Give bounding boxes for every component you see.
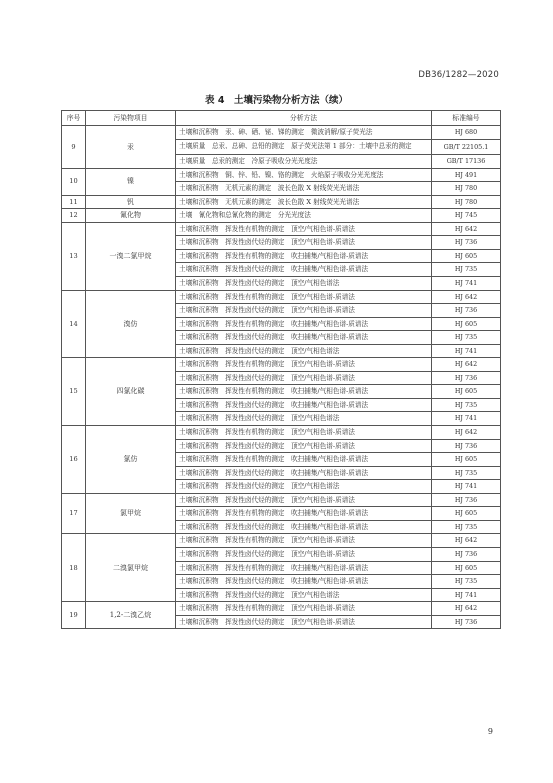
standard-cell: HJ 735	[432, 575, 501, 589]
method-cell: 土壤和沉积物 挥发性卤代烃的测定 顶空/气相色谱法	[176, 344, 432, 358]
method-cell: 土壤和沉积物 挥发性有机物的测定 顶空/气相色谱-质谱法	[176, 290, 432, 304]
standard-cell: HJ 736	[432, 371, 501, 385]
column-header-seq: 序号	[62, 111, 86, 126]
standard-cell: HJ 736	[432, 547, 501, 561]
seq-cell: 9	[62, 126, 86, 169]
method-cell: 土壤和沉积物 挥发性卤代烃的测定 顶空/气相色谱-质谱法	[176, 493, 432, 507]
method-cell: 土壤和沉积物 挥发性有机物的测定 吹扫捕集/气相色谱-质谱法	[176, 317, 432, 331]
standard-cell: HJ 741	[432, 588, 501, 602]
table-row	[62, 209, 501, 223]
table-row	[62, 222, 501, 236]
method-cell: 土壤和沉积物 挥发性卤代烃的测定 吹扫捕集/气相色谱-质谱法	[176, 575, 432, 589]
method-cell: 土壤和沉积物 挥发性卤代烃的测定 顶空/气相色谱法	[176, 480, 432, 494]
standard-cell: HJ 780	[432, 182, 501, 196]
standard-cell: HJ 736	[432, 304, 501, 318]
table-row	[62, 602, 501, 616]
pollutant-cell: 氯仿	[86, 426, 176, 494]
standard-cell: HJ 735	[432, 263, 501, 277]
method-cell: 土壤和沉积物 挥发性有机物的测定 吹扫捕集/气相色谱-质谱法	[176, 507, 432, 521]
method-cell: 土壤和沉积物 挥发性卤代烃的测定 吹扫捕集/气相色谱-质谱法	[176, 466, 432, 480]
method-cell: 土壤和沉积物 挥发性有机物的测定 吹扫捕集/气相色谱-质谱法	[176, 453, 432, 467]
standard-cell: HJ 735	[432, 466, 501, 480]
standard-cell: GB/T 22105.1	[432, 139, 501, 155]
standard-cell: GB/T 17136	[432, 155, 501, 169]
method-cell: 土壤和沉积物 挥发性卤代烃的测定 顶空/气相色谱-质谱法	[176, 439, 432, 453]
method-cell: 土壤和沉积物 铜、锌、铅、镍、铬的测定 火焰原子吸收分光光度法	[176, 168, 432, 182]
standard-cell: HJ 605	[432, 561, 501, 575]
standard-cell: HJ 605	[432, 385, 501, 399]
pollutant-cell: 溴仿	[86, 290, 176, 358]
method-cell: 土壤质量 总汞、总砷、总铅的测定 原子荧光法第 1 部分：土壤中总汞的测定	[176, 139, 432, 155]
method-cell: 土壤和沉积物 挥发性卤代烃的测定 顶空/气相色谱-质谱法	[176, 615, 432, 629]
standard-cell: HJ 735	[432, 331, 501, 345]
seq-cell: 11	[62, 195, 86, 209]
table-row	[62, 168, 501, 182]
standard-cell: HJ 745	[432, 209, 501, 223]
table-row	[62, 493, 501, 507]
standard-cell: HJ 605	[432, 317, 501, 331]
method-cell: 土壤和沉积物 挥发性有机物的测定 顶空/气相色谱-质谱法	[176, 222, 432, 236]
method-cell: 土壤和沉积物 挥发性卤代烃的测定 吹扫捕集/气相色谱-质谱法	[176, 398, 432, 412]
method-cell: 土壤和沉积物 挥发性有机物的测定 顶空/气相色谱-质谱法	[176, 426, 432, 440]
standard-cell: HJ 741	[432, 480, 501, 494]
method-cell: 土壤和沉积物 挥发性卤代烃的测定 吹扫捕集/气相色谱-质谱法	[176, 331, 432, 345]
table-row	[62, 426, 501, 440]
method-cell: 土壤和沉积物 挥发性有机物的测定 吹扫捕集/气相色谱-质谱法	[176, 561, 432, 575]
standard-cell: HJ 736	[432, 439, 501, 453]
method-cell: 土壤和沉积物 挥发性卤代烃的测定 吹扫捕集/气相色谱-质谱法	[176, 263, 432, 277]
method-cell: 土壤 氰化物和总氰化物的测定 分光光度法	[176, 209, 432, 223]
pollutant-cell: 氯甲烷	[86, 493, 176, 534]
standard-cell: HJ 780	[432, 195, 501, 209]
column-header-standard: 标准编号	[432, 111, 501, 126]
standard-cell: HJ 736	[432, 615, 501, 629]
table-row	[62, 195, 501, 209]
pollutant-analysis-table	[61, 110, 501, 629]
method-cell: 土壤和沉积物 挥发性卤代烃的测定 顶空/气相色谱-质谱法	[176, 236, 432, 250]
pollutant-cell: 汞	[86, 126, 176, 169]
method-cell: 土壤和沉积物 挥发性卤代烃的测定 顶空/气相色谱法	[176, 588, 432, 602]
table-title: 表 4 土壤污染物分析方法（续）	[205, 95, 348, 106]
method-cell: 土壤和沉积物 挥发性有机物的测定 顶空/气相色谱-质谱法	[176, 602, 432, 616]
standard-cell: HJ 735	[432, 398, 501, 412]
seq-cell: 13	[62, 222, 86, 290]
standard-cell: HJ 642	[432, 222, 501, 236]
standard-code: DB36/1282—2020	[418, 70, 499, 80]
pollutant-cell: 二溴氯甲烷	[86, 534, 176, 602]
column-header-item: 污染物项目	[86, 111, 176, 126]
method-cell: 土壤和沉积物 挥发性有机物的测定 吹扫捕集/气相色谱-质谱法	[176, 385, 432, 399]
table-row	[62, 358, 501, 372]
pollutant-cell: 1,2-二溴乙烷	[86, 602, 176, 629]
standard-cell: HJ 741	[432, 277, 501, 291]
standard-cell: HJ 605	[432, 453, 501, 467]
standard-cell: HJ 736	[432, 493, 501, 507]
pollutant-cell: 一溴二氯甲烷	[86, 222, 176, 290]
method-cell: 土壤和沉积物 挥发性卤代烃的测定 顶空/气相色谱-质谱法	[176, 304, 432, 318]
standard-cell: HJ 642	[432, 426, 501, 440]
method-cell: 土壤质量 总汞的测定 冷原子吸收分光光度法	[176, 155, 432, 169]
seq-cell: 19	[62, 602, 86, 629]
standard-cell: HJ 680	[432, 126, 501, 140]
seq-cell: 12	[62, 209, 86, 223]
standard-cell: HJ 642	[432, 290, 501, 304]
table-body	[62, 126, 501, 629]
page-number: 9	[487, 727, 493, 736]
standard-cell: HJ 741	[432, 344, 501, 358]
method-cell: 土壤和沉积物 挥发性卤代烃的测定 顶空/气相色谱-质谱法	[176, 371, 432, 385]
method-cell: 土壤和沉积物 挥发性有机物的测定 顶空/气相色谱-质谱法	[176, 534, 432, 548]
method-cell: 土壤和沉积物 挥发性卤代烃的测定 顶空/气相色谱法	[176, 277, 432, 291]
standard-cell: HJ 491	[432, 168, 501, 182]
standard-cell: HJ 605	[432, 249, 501, 263]
standard-cell: HJ 642	[432, 602, 501, 616]
seq-cell: 15	[62, 358, 86, 426]
seq-cell: 16	[62, 426, 86, 494]
method-cell: 土壤和沉积物 无机元素的测定 波长色散 X 射线荧光光谱法	[176, 182, 432, 196]
standard-cell: HJ 736	[432, 236, 501, 250]
seq-cell: 10	[62, 168, 86, 195]
standard-cell: HJ 642	[432, 534, 501, 548]
seq-cell: 18	[62, 534, 86, 602]
table-header-row	[62, 111, 501, 126]
column-header-method: 分析方法	[176, 111, 432, 126]
standard-cell: HJ 741	[432, 412, 501, 426]
method-cell: 土壤和沉积物 挥发性有机物的测定 顶空/气相色谱-质谱法	[176, 358, 432, 372]
pollutant-cell: 四氯化碳	[86, 358, 176, 426]
seq-cell: 17	[62, 493, 86, 534]
method-cell: 土壤和沉积物 挥发性卤代烃的测定 吹扫捕集/气相色谱-质谱法	[176, 520, 432, 534]
method-cell: 土壤和沉积物 挥发性卤代烃的测定 顶空/气相色谱法	[176, 412, 432, 426]
standard-cell: HJ 605	[432, 507, 501, 521]
pollutant-cell: 钒	[86, 195, 176, 209]
standard-cell: HJ 735	[432, 520, 501, 534]
method-cell: 土壤和沉积物 挥发性卤代烃的测定 顶空/气相色谱-质谱法	[176, 547, 432, 561]
table-row	[62, 126, 501, 140]
standard-cell: HJ 642	[432, 358, 501, 372]
table-row	[62, 290, 501, 304]
method-cell: 土壤和沉积物 汞、砷、硒、铋、锑的测定 微波消解/原子荧光法	[176, 126, 432, 140]
method-cell: 土壤和沉积物 无机元素的测定 波长色散 X 射线荧光光谱法	[176, 195, 432, 209]
pollutant-cell: 镍	[86, 168, 176, 195]
pollutant-cell: 氰化物	[86, 209, 176, 223]
table-row	[62, 534, 501, 548]
seq-cell: 14	[62, 290, 86, 358]
method-cell: 土壤和沉积物 挥发性有机物的测定 吹扫捕集/气相色谱-质谱法	[176, 249, 432, 263]
